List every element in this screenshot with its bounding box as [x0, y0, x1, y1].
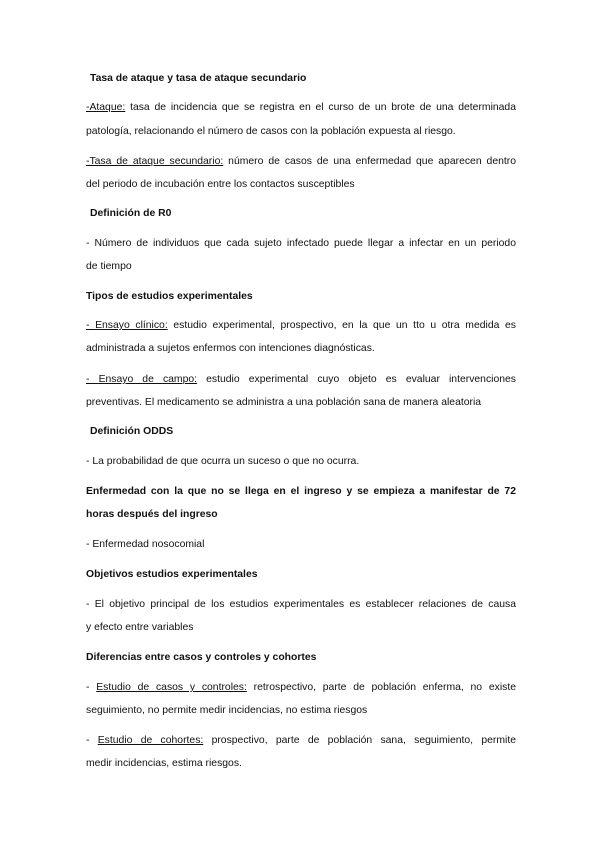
cc-def-line-2: seguimiento, no permite medir incidencias, no estima riesgos: [86, 705, 368, 716]
objectives-def-line-1: - El objetivo principal de los estudios experimentales es establecer relaciones de causa: [86, 599, 516, 610]
objectives-def-line-2: y efecto entre variables: [86, 622, 194, 633]
cc-term: Estudio de casos y controles:: [96, 682, 247, 693]
secondary-def-line-2: del periodo de incubación entre los contactos susceptibles: [86, 179, 355, 190]
r0-heading: Definición de R0: [90, 208, 172, 219]
clinical-def-text-1: estudio experimental, prospectivo, en la que un tto u otra medida es: [167, 320, 516, 331]
field-prefix: -: [86, 374, 99, 385]
cc-def-text-1: retrospectivo, parte de población enferma, no existe: [246, 682, 516, 693]
cc-def-line-1: [86, 681, 516, 694]
attack-def-line-2: patología, relacionando el número de casos con la población expuesta al riesgo.: [86, 126, 456, 137]
question-line-2: horas después del ingreso: [86, 509, 218, 520]
cohort-def-line-1: [86, 734, 516, 747]
attack-rate-heading: Tasa de ataque y tasa de ataque secundario: [90, 73, 307, 84]
field-term: Ensayo de campo:: [98, 374, 198, 385]
secondary-def-text-1: número de casos de una enfermedad que aparecen dentro: [223, 156, 516, 167]
attack-def-line-1: [86, 101, 516, 114]
field-def-line-1: [86, 373, 516, 386]
clinical-term: Ensayo clínico:: [95, 320, 168, 331]
odds-heading: Definición ODDS: [90, 426, 174, 437]
attack-term: -Ataque:: [86, 102, 126, 113]
clinical-def-line-1: [86, 319, 516, 332]
field-def-line-2: preventivas. El medicamento se administra a una población sana de manera aleatoria: [86, 397, 482, 408]
question-line-1: Enfermedad con la que no se llega en el ingreso y se empieza a manifestar de 72: [86, 486, 516, 497]
answer-text: - Enfermedad nosocomial: [86, 539, 205, 550]
differences-heading: Diferencias entre casos y controles y cohortes: [86, 652, 317, 663]
odds-def: - La probabilidad de que ocurra un suceso o que no ocurra.: [86, 456, 360, 467]
cohort-def-line-2: medir incidencias, estima riesgos.: [86, 758, 242, 769]
objectives-heading: Objetivos estudios experimentales: [86, 569, 258, 580]
cohort-term: Estudio de cohortes:: [97, 735, 204, 746]
field-def-text-1: estudio experimental cuyo objeto es evaluar intervenciones: [197, 374, 516, 385]
clinical-def-line-2: administrada a sujetos enfermos con intenciones diagnósticas.: [86, 343, 375, 354]
cohort-def-text-1: prospectivo, parte de población sana, seguimiento, permite: [203, 735, 516, 746]
r0-def-line-2: de tiempo: [86, 261, 132, 272]
attack-def-text-1: tasa de incidencia que se registra en el curso de un brote de una determinada: [125, 102, 516, 113]
r0-def-line-1: - Número de individuos que cada sujeto infectado puede llegar a infectar en un periodo: [86, 238, 516, 249]
cc-prefix: -: [86, 682, 97, 693]
cohort-prefix: -: [86, 735, 98, 746]
exp-types-heading: Tipos de estudios experimentales: [86, 291, 253, 302]
clinical-prefix: -: [86, 320, 96, 331]
secondary-term: -Tasa de ataque secundario:: [86, 156, 224, 167]
secondary-def-line-1: [86, 155, 516, 168]
